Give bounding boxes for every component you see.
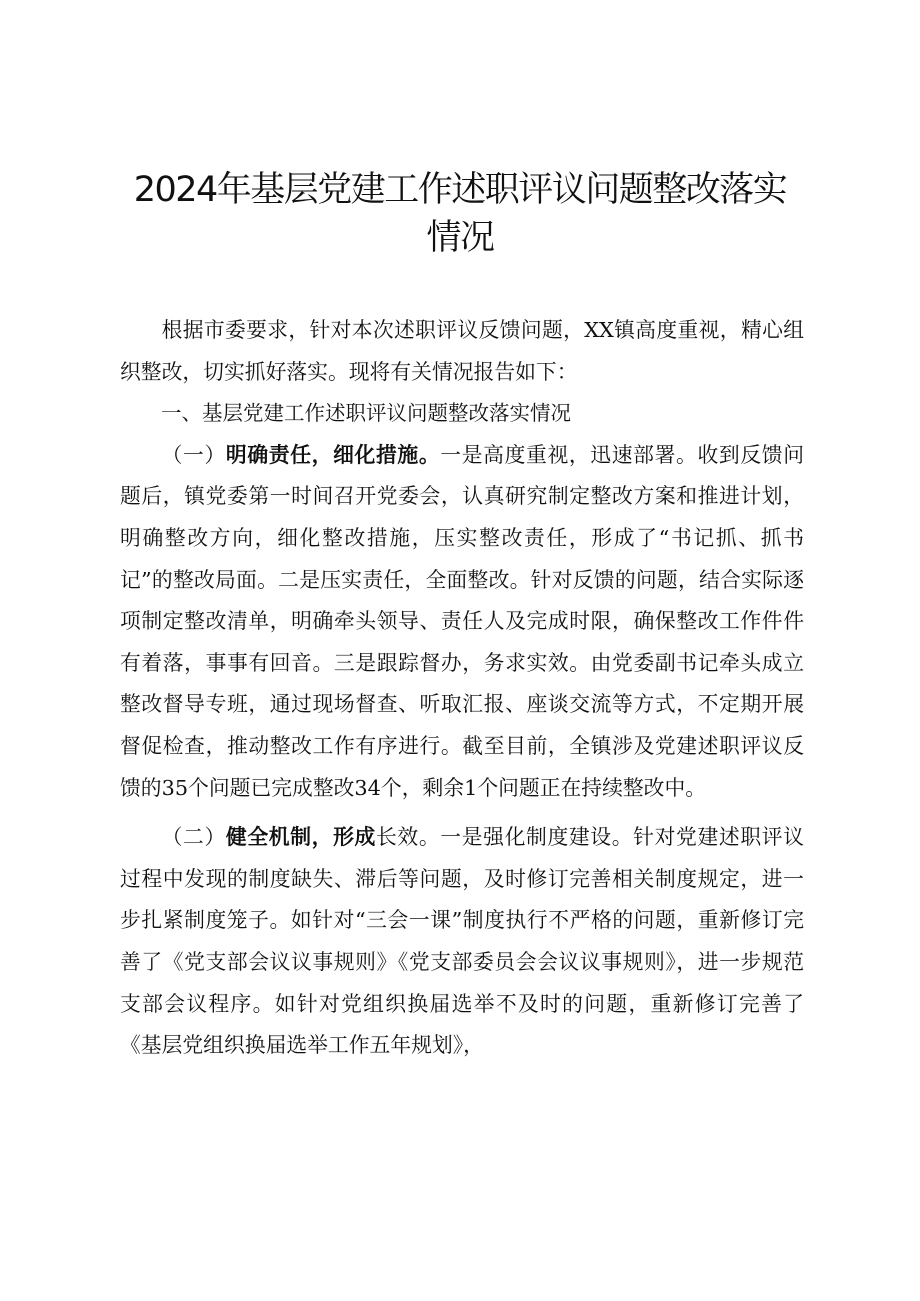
item-one-label: （一）	[161, 442, 226, 467]
item-two-paragraph	[120, 817, 804, 1067]
item-two-lead: 健全机制，形成	[225, 825, 376, 850]
item-one-lead: 明确责任，细化措施。	[225, 442, 441, 467]
section-heading: 一、基层党建工作述职评议问题整改落实情况	[161, 401, 571, 426]
item-two-label: （二）	[161, 825, 226, 850]
document-body	[120, 310, 804, 1067]
item-two-lead-tail: 长效。	[375, 825, 441, 850]
intro-paragraph: 根据市委要求，针对本次述职评议反馈问题，XX镇高度重视，精心组织整改，切实抓好落实。现将有关情况报告如下：	[120, 318, 804, 384]
item-one-text: 一是高度重视，迅速部署。收到反馈问题后，镇党委第一时间召开党委会，认真研究制定整改方案和推进计划，明确整改方向，细化整改措施，压实整改责任，形成了“书记抓、抓书记”的整改局面。二是压实责任，全面整改。针对反馈的问题，结合实际逐项制定整改清单，明确牵头领导、责任人及完成时限，确保整改工作件件有着落，事事有回音。三是跟踪督办，务求实效。由党委副书记牵头成立整改督导专班，通过现场督查、听取汇报、座谈交流等方式，不定期开展督促检查，推动整改工作有序进行。截至目前，全镇涉及党建述职评议反馈的35个问题已完成整改34个，剩余1个问题正在持续整改中。	[120, 442, 805, 800]
item-one-paragraph	[120, 435, 804, 809]
document-title: 2024年基层党建工作述职评议问题整改落实情况	[133, 170, 787, 258]
item-two-text: 一是强化制度建设。针对党建述职评议过程中发现的制度缺失、滞后等问题，及时修订完善相关制度规定，进一步扎紧制度笼子。如针对“三会一课”制度执行不严格的问题，重新修订完善了《党支部会议议事规则》《党支部委员会会议议事规则》，进一步规范支部会议程序。如针对党组织换届选举不及时的问题，重新修订完善了《基层党组织换届选举工作五年规划》，	[120, 825, 805, 1058]
